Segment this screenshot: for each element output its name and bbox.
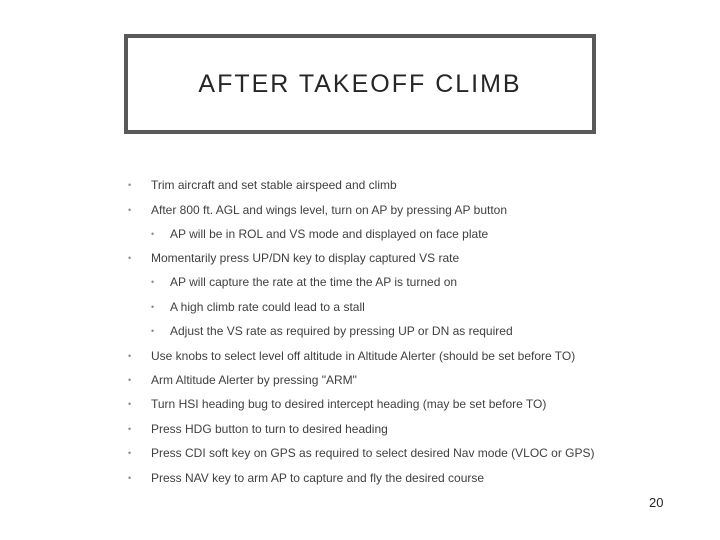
bullet-marker: •	[128, 448, 132, 458]
bullet-marker: •	[128, 351, 132, 361]
sub-bullet-marker: •	[151, 229, 155, 239]
sub-bullet-item: AP will capture the rate at the time the AP is turned on	[170, 275, 458, 289]
slide-title: AFTER TAKEOFF CLIMB	[198, 69, 522, 98]
bullet-item: Press HDG button to turn to desired heading	[151, 422, 388, 436]
sub-bullet-item: Adjust the VS rate as required by pressing UP or DN as required	[170, 324, 513, 338]
bullet-item: Press NAV key to arm AP to capture and fly the desired course	[151, 471, 485, 485]
sub-bullet-marker: •	[151, 277, 155, 287]
bullet-marker: •	[128, 205, 132, 215]
bullet-marker: •	[128, 253, 132, 263]
bullet-item: Momentarily press UP/DN key to display captured VS rate	[151, 251, 460, 265]
bullet-marker: •	[128, 180, 132, 190]
bullet-item: Turn HSI heading bug to desired intercept heading (may be set before TO)	[151, 397, 547, 411]
sub-bullet-item: AP will be in ROL and VS mode and displayed on face plate	[170, 227, 489, 241]
bullet-marker: •	[128, 375, 132, 385]
bullet-marker: •	[128, 473, 132, 483]
sub-bullet-marker: •	[151, 326, 155, 336]
sub-bullet-marker: •	[151, 302, 155, 312]
bullet-marker: •	[128, 399, 132, 409]
bullet-item: After 800 ft. AGL and wings level, turn on AP by pressing AP button	[151, 203, 508, 217]
page-number: 20	[649, 495, 664, 510]
bullet-item: Trim aircraft and set stable airspeed and climb	[151, 178, 397, 192]
bullet-marker: •	[128, 424, 132, 434]
sub-bullet-item: A high climb rate could lead to a stall	[170, 300, 365, 314]
bullet-item: Use knobs to select level off altitude in Altitude Alerter (should be set before TO)	[151, 349, 576, 363]
bullet-item: Press CDI soft key on GPS as required to select desired Nav mode (VLOC or GPS)	[151, 446, 595, 460]
bullet-item: Arm Altitude Alerter by pressing "ARM"	[151, 373, 357, 387]
